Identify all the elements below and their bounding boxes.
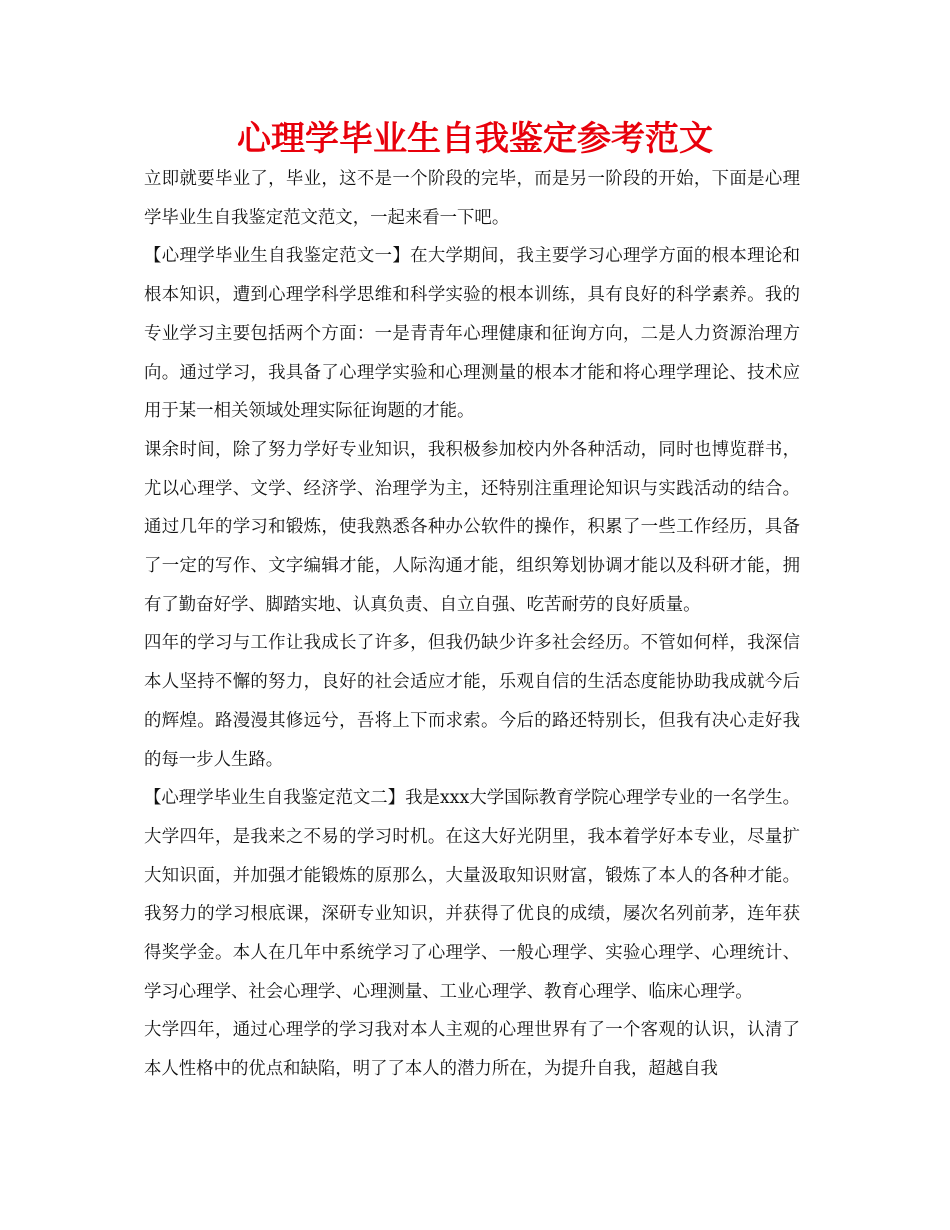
document-title: 心理学毕业生自我鉴定参考范文: [237, 119, 713, 159]
intro-paragraph: 立即就要毕业了，毕业，这不是一个阶段的完毕，而是另一阶段的开始，下面是心理学毕业生自我鉴定范文范文，一起来看一下吧。: [144, 169, 800, 228]
sample-one-paragraph: 【心理学毕业生自我鉴定范文一】在大学期间，我主要学习心理学方面的根本理论和根本知识，遭到心理学科学思维和科学实验的根本训练，具有良好的科学素养。我的专业学习主要包括两个方面：一是青青年心理健康和征询方向，二是人力资源治理方向。通过学习，我具备了心理学实验和心理测量的根本才能和将心理学理论、技术应用于某一相关领域处理实际征询题的才能。: [144, 246, 800, 422]
extracurricular-paragraph: 课余时间，除了努力学好专业知识，我积极参加校内外各种活动，同时也博览群书，尤以心理学、文学、经济学、治理学为主，还特别注重理论知识与实践活动的结合。通过几年的学习和锻炼，使我熟悉各种办公软件的操作，积累了一些工作经历，具备了一定的写作、文字编辑才能，人际沟通才能，组织筹划协调才能以及科研才能，拥有了勤奋好学、脚踏实地、认真负责、自立自强、吃苦耐劳的良好质量。: [144, 439, 800, 615]
growth-paragraph: 四年的学习与工作让我成长了许多，但我仍缺少许多社会经历。不管如何样，我深信本人坚持不懈的努力，良好的社会适应才能，乐观自信的生活态度能协助我成就今后的辉煌。路漫漫其修远兮，吾将上下而求索。今后的路还特别长，但我有决心走好我的每一步人生路。: [144, 633, 800, 770]
sample-two-paragraph: 【心理学毕业生自我鉴定范文二】我是xxx大学国际教育学院心理学专业的一名学生。大学四年，是我来之不易的学习时机。在这大好光阴里，我本着学好本专业，尽量扩大知识面，并加强才能锻炼的原那么，大量汲取知识财富，锻炼了本人的各种才能。我努力的学习根底课，深研专业知识，并获得了优良的成绩，屡次名列前茅，连年获得奖学金。本人在几年中系统学习了心理学、一般心理学、实验心理学、心理统计、学习心理学、社会心理学、心理测量、工业心理学、教育心理学、临床心理学。: [144, 788, 800, 1002]
document-body: [144, 160, 800, 1089]
self-awareness-paragraph: 大学四年，通过心理学的学习我对本人主观的心理世界有了一个客观的认识，认清了本人性格中的优点和缺陷，明了了本人的潜力所在，为提升自我，超越自我: [144, 1020, 800, 1080]
